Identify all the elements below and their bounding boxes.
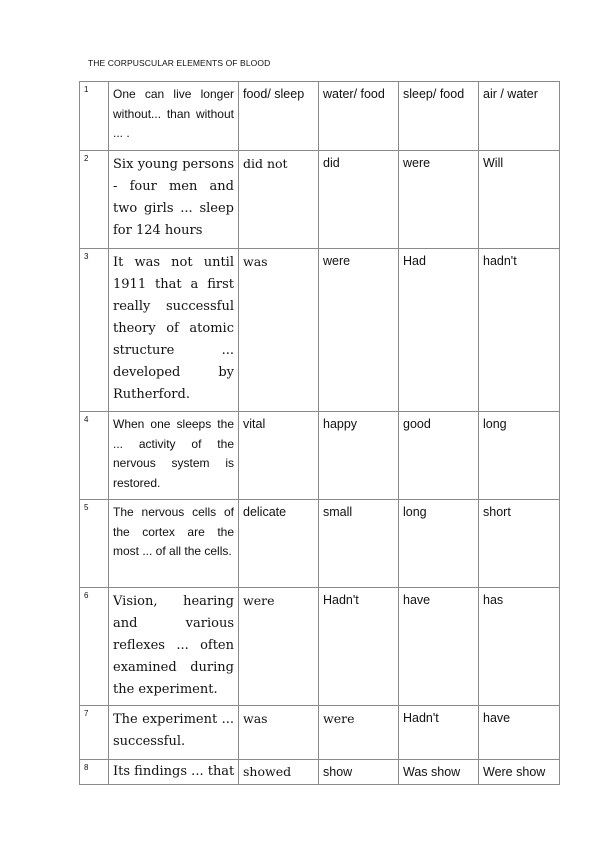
option-d: short	[479, 500, 560, 588]
question-text: The nervous cells of the cortex are the most ... of all the cells.	[109, 500, 239, 588]
option-b: happy	[319, 412, 399, 500]
questions-table	[79, 81, 560, 785]
option-b: show	[319, 760, 399, 785]
question-text: The experiment ... successful.	[109, 706, 239, 760]
table-row	[80, 151, 560, 249]
question-number: 5	[80, 500, 109, 588]
question-number: 3	[80, 249, 109, 412]
option-d: long	[479, 412, 560, 500]
option-a: was	[239, 249, 319, 412]
question-text: One can live longer without... than without ... .	[109, 82, 239, 151]
option-b: were	[319, 249, 399, 412]
option-c: long	[399, 500, 479, 588]
option-b: small	[319, 500, 399, 588]
question-text: When one sleeps the ... activity of the nervous system is restored.	[109, 412, 239, 500]
table-row	[80, 760, 560, 785]
option-d: Will	[479, 151, 560, 249]
question-number: 2	[80, 151, 109, 249]
table-row	[80, 706, 560, 760]
option-c: Was show	[399, 760, 479, 785]
option-a: was	[239, 706, 319, 760]
option-a: did not	[239, 151, 319, 249]
option-d: Were show	[479, 760, 560, 785]
option-b: water/ food	[319, 82, 399, 151]
option-a: were	[239, 588, 319, 706]
option-c: sleep/ food	[399, 82, 479, 151]
option-c: Had	[399, 249, 479, 412]
option-b: were	[319, 706, 399, 760]
question-number: 4	[80, 412, 109, 500]
option-d: has	[479, 588, 560, 706]
option-a: vital	[239, 412, 319, 500]
table-row	[80, 500, 560, 588]
option-d: have	[479, 706, 560, 760]
option-a: food/ sleep	[239, 82, 319, 151]
table-row	[80, 588, 560, 706]
option-c: were	[399, 151, 479, 249]
option-c: Hadn't	[399, 706, 479, 760]
question-text: Its findings ... that	[109, 760, 239, 785]
option-c: have	[399, 588, 479, 706]
option-d: hadn't	[479, 249, 560, 412]
option-b: did	[319, 151, 399, 249]
table-row	[80, 249, 560, 412]
question-number: 1	[80, 82, 109, 151]
table-row	[80, 82, 560, 151]
option-d: air / water	[479, 82, 560, 151]
question-text: Vision, hearing and various reflexes ... often examined during the experiment.	[109, 588, 239, 706]
question-number: 7	[80, 706, 109, 760]
table-row	[80, 412, 560, 500]
option-b: Hadn't	[319, 588, 399, 706]
option-a: delicate	[239, 500, 319, 588]
question-text: Six young persons - four men and two girls ... sleep for 124 hours	[109, 151, 239, 249]
page-title: THE CORPUSCULAR ELEMENTS OF BLOOD	[88, 58, 271, 68]
question-text: It was not until 1911 that a first really successful theory of atomic structure ... developed by Rutherford.	[109, 249, 239, 412]
option-c: good	[399, 412, 479, 500]
option-a: showed	[239, 760, 319, 785]
question-number: 8	[80, 760, 109, 785]
question-number: 6	[80, 588, 109, 706]
